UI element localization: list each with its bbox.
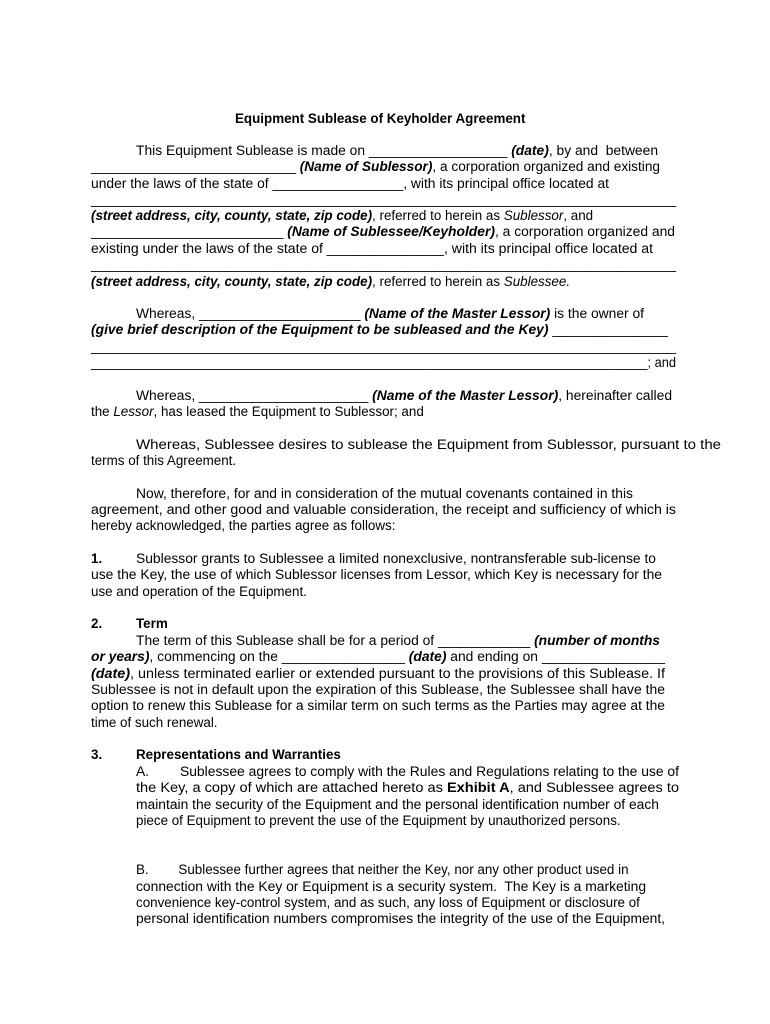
document-line: [136, 437, 721, 453]
document-line: [136, 747, 341, 763]
line-text: (Name of Sublessor): [299, 159, 433, 174]
line-text: convenience key-control system, and as such, any loss of Equipment or disclosure of: [136, 895, 640, 910]
line-text: (date): [91, 666, 131, 681]
document-line: [91, 339, 676, 355]
line-text: , has leased the Equipment to Sublessor; and: [153, 404, 424, 419]
document-line: [91, 355, 676, 371]
line-text: Whereas, Sublessee desires to sublease the Equipment from Sublessor, pursuant to the: [136, 437, 722, 452]
line-text: Now, therefore, for and in consideration of the mutual covenants contained in this: [136, 486, 633, 501]
document-line: [91, 224, 675, 240]
line-text: (Name of the Master Lessor): [372, 388, 559, 403]
line-text: option to renew this Sublease for a similar term on such terms as the Parties may agree at the: [91, 698, 665, 713]
document-line: [91, 747, 102, 763]
line-text: ___________________________: [91, 159, 300, 174]
line-text: Sublessee is not in default upon the expiration of this Sublease, the Sublessee shall have the: [91, 682, 666, 697]
line-text: Term: [136, 616, 168, 631]
line-text: 3.: [91, 747, 103, 762]
line-text: (street address, city, county, state, zip code): [91, 274, 373, 289]
line-text: , by and between: [548, 143, 659, 158]
document-line: [91, 715, 218, 731]
document-line: [136, 388, 672, 404]
line-text: _______________________________________________________________________________: [91, 257, 676, 272]
line-text: and ending on ________________: [446, 649, 665, 664]
document-line: [136, 143, 658, 159]
line-text: Sublessor: [503, 208, 564, 223]
line-text: , unless terminated earlier or extended pursuant to the provisions of this Sublease. If: [130, 666, 666, 681]
line-text: time of such renewal.: [91, 715, 218, 730]
line-text: personal identification numbers compromises the integrity of the use of the Equipment,: [136, 911, 665, 926]
line-text: terms of this Agreement.: [91, 453, 237, 468]
line-text: Lessor: [113, 404, 154, 419]
line-text: (give brief description of the Equipment to be subleased and the Key): [91, 322, 549, 337]
document-line: [136, 879, 646, 895]
line-text: existing under the laws of the state of _______________, with its principal office located at: [91, 241, 653, 256]
document-line: [91, 241, 653, 257]
line-text: use the Key, the use of which Sublessor licenses from Lessor, which Key is necessary for the: [91, 567, 663, 582]
line-text: _______________________________________________________________________________: [91, 192, 676, 207]
line-text: maintain the security of the Equipment and the personal identification number of each: [136, 797, 659, 812]
line-text: the: [91, 404, 114, 419]
line-text: Whereas, ______________________: [136, 388, 373, 403]
line-text: , and: [563, 208, 594, 223]
line-text: (Name of Sublessee/Keyholder): [287, 224, 495, 239]
line-text: , a corporation organized and: [494, 224, 676, 239]
line-text: , a corporation organized and existing: [432, 159, 661, 174]
document-line: [136, 633, 660, 649]
document-title: Equipment Sublease of Keyholder Agreement: [235, 111, 526, 126]
line-text: 2.: [91, 616, 103, 631]
line-text: is the owner of: [550, 306, 645, 321]
line-text: the Key, a copy of which are attached hereto as: [136, 780, 447, 795]
line-text: 1.: [91, 551, 103, 566]
document-line: [91, 322, 668, 338]
document-line: [136, 306, 644, 322]
line-text: Sublessee.: [503, 274, 571, 289]
line-text: The term of this Sublease shall be for a period of ____________: [136, 633, 535, 648]
document-line: [136, 616, 168, 632]
document-line: [91, 502, 676, 518]
line-text: Representations and Warranties: [136, 747, 341, 762]
document-line: [91, 208, 593, 224]
line-text: _______________: [548, 322, 669, 337]
line-text: (street address, city, county, state, zip code): [91, 208, 373, 223]
document-line: [91, 698, 665, 714]
document-line: [91, 257, 676, 273]
line-text: Whereas, _____________________: [136, 306, 365, 321]
document-line: [136, 764, 679, 780]
line-text: hereby acknowledged, the parties agree as follows:: [91, 518, 396, 533]
document-line: [91, 682, 665, 698]
line-text: (number of months: [534, 633, 661, 648]
line-text: , and Sublessee agrees to: [509, 780, 680, 795]
line-text: A. Sublessee agrees to comply with the Rules and Regulations relating to the use of: [136, 764, 680, 779]
line-text: Sublessor grants to Sublessee a limited nonexclusive, nontransferable sub-license to: [136, 551, 656, 566]
document-line: [91, 584, 307, 600]
document-line: [136, 797, 659, 813]
document-line: [136, 813, 621, 829]
document-line: [91, 274, 570, 290]
document-line: [91, 404, 424, 420]
line-text: (Name of the Master Lessor): [364, 306, 551, 321]
line-text: , commencing on the ________________: [149, 649, 409, 664]
document-line: [136, 551, 656, 567]
line-text: (date): [408, 649, 447, 664]
line-text: use and operation of the Equipment.: [91, 584, 307, 599]
line-text: under the laws of the state of _________________, with its principal office located at: [91, 176, 610, 191]
document-line: [136, 486, 633, 502]
line-text: B. Sublessee further agrees that neither the Key, nor any other product used in: [136, 862, 629, 877]
document-line: [136, 862, 629, 878]
line-text: connection with the Key or Equipment is a security system. The Key is a marketing: [136, 879, 647, 894]
line-text: This Equipment Sublease is made on __________________: [136, 143, 512, 158]
line-text: ______________________________________________________________________________; and: [91, 355, 677, 370]
document-line: [91, 518, 395, 534]
document-line: [91, 666, 665, 682]
document-line: [91, 616, 102, 632]
line-text: Exhibit A: [446, 780, 510, 795]
document-line: [91, 192, 676, 208]
line-text: , referred to herein as: [372, 208, 504, 223]
document-line: [136, 911, 665, 927]
line-text: agreement, and other good and valuable consideration, the receipt and sufficiency of which is: [91, 502, 677, 517]
line-text: or years): [91, 649, 150, 664]
document-line: [136, 780, 679, 796]
document-line: [91, 453, 236, 469]
document-line: [91, 551, 102, 567]
line-text: _______________________________________________________________________________: [91, 339, 676, 354]
line-text: , referred to herein as: [372, 274, 504, 289]
line-text: _________________________: [91, 224, 288, 239]
line-text: (date): [511, 143, 549, 158]
document-line: [91, 159, 660, 175]
line-text: piece of Equipment to prevent the use of the Equipment by unauthorized persons.: [136, 813, 621, 828]
document-line: [91, 567, 662, 583]
document-line: [91, 176, 609, 192]
document-line: [136, 895, 640, 911]
document-line: [91, 649, 665, 665]
line-text: , hereinafter called: [558, 388, 673, 403]
